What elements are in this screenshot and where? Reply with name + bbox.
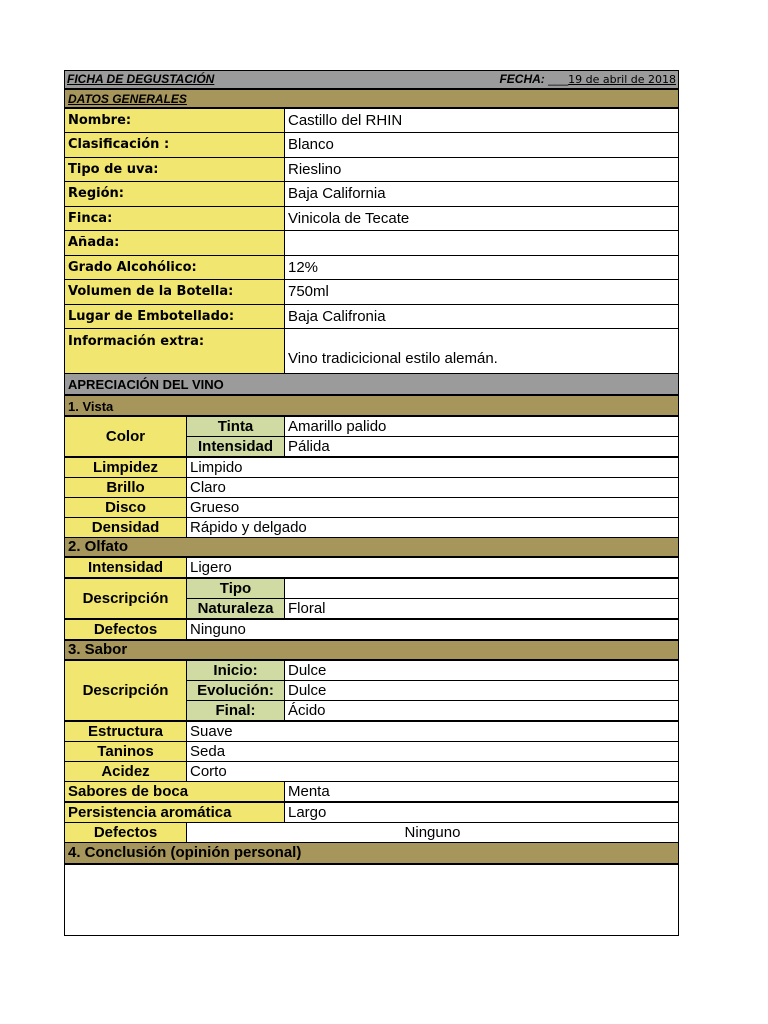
tasting-sheet	[64, 70, 679, 936]
naturaleza-label: Naturaleza	[186, 598, 285, 619]
datos-rows	[64, 108, 679, 373]
persistencia-label: Persistencia aromática	[64, 802, 285, 823]
datos-value-region: Baja California	[284, 181, 679, 207]
sabor-rows	[64, 721, 679, 781]
sabor-label-estructura: Estructura	[64, 721, 187, 742]
fecha-label: FECHA:	[499, 72, 545, 86]
datos-label-grado-alcoholico: Grado Alcohólico:	[64, 255, 285, 280]
olfato-intensidad-label: Intensidad	[64, 557, 187, 578]
evolucion-label: Evolución:	[186, 680, 285, 701]
datos-label-anada: Añada:	[64, 230, 285, 256]
datos-label-volumen-de-la-botella: Volumen de la Botella:	[64, 279, 285, 305]
olfato-intensidad-row	[64, 557, 679, 578]
datos-value-grado-alcoholico: 12%	[284, 255, 679, 280]
datos-row	[64, 230, 679, 255]
olfato-defectos-value: Ninguno	[186, 619, 679, 640]
vista-row	[64, 457, 679, 477]
datos-row	[64, 181, 679, 206]
vista-rows	[64, 457, 679, 537]
vista-section-row	[64, 395, 679, 416]
sabor-row	[64, 741, 679, 761]
olfato-descripcion-block	[64, 578, 679, 619]
conclusion-value[interactable]	[64, 864, 679, 936]
sabor-defectos-value: Ninguno	[186, 822, 679, 843]
fecha-blank: ___	[548, 72, 569, 86]
olfato-section-title: 2. Olfato	[64, 537, 679, 557]
sabor-section-title: 3. Sabor	[64, 640, 679, 660]
color-block	[64, 416, 679, 457]
sabores-label: Sabores de boca	[64, 781, 285, 802]
datos-row	[64, 157, 679, 181]
sabor-value-taninos: Seda	[186, 741, 679, 762]
vista-row	[64, 477, 679, 497]
sabor-descripcion-block	[64, 660, 679, 721]
sabores-row	[64, 781, 679, 802]
datos-value-informacion-extra: Vino tradicicional estilo alemán.	[284, 328, 679, 374]
conclusion-box-row	[64, 864, 679, 936]
vista-row	[64, 497, 679, 517]
olfato-section-row	[64, 537, 679, 557]
intensidad-label: Intensidad	[186, 436, 285, 457]
sabor-label-acidez: Acidez	[64, 761, 187, 782]
sabor-label-taninos: Taninos	[64, 741, 187, 762]
vista-value-densidad: Rápido y delgado	[186, 517, 679, 538]
tinta-label: Tinta	[186, 416, 285, 437]
vista-label-limpidez: Limpidez	[64, 457, 187, 478]
conclusion-section-title: 4. Conclusión (opinión personal)	[64, 842, 679, 864]
datos-value-clasificacion: Blanco	[284, 132, 679, 158]
datos-section-row	[64, 89, 679, 108]
apreciacion-row	[64, 373, 679, 395]
vista-value-disco: Grueso	[186, 497, 679, 518]
final-label: Final:	[186, 700, 285, 721]
inicio-label: Inicio:	[186, 660, 285, 681]
inicio-value: Dulce	[284, 660, 679, 681]
sabores-value: Menta	[284, 781, 679, 802]
datos-label-informacion-extra: Información extra:	[64, 328, 285, 374]
title-row	[64, 70, 679, 89]
datos-label-region: Región:	[64, 181, 285, 207]
olfato-defectos-label: Defectos	[64, 619, 187, 640]
naturaleza-value: Floral	[284, 598, 679, 619]
sabor-section-row	[64, 640, 679, 660]
conclusion-section-row	[64, 842, 679, 864]
sabor-value-estructura: Suave	[186, 721, 679, 742]
vista-label-brillo: Brillo	[64, 477, 187, 498]
datos-label-nombre: Nombre:	[64, 108, 285, 133]
datos-value-tipo-de-uva: Rieslino	[284, 157, 679, 182]
olfato-descripcion-label: Descripción	[64, 578, 187, 619]
vista-label-densidad: Densidad	[64, 517, 187, 538]
vista-label-disco: Disco	[64, 497, 187, 518]
datos-value-volumen-de-la-botella: 750ml	[284, 279, 679, 305]
persistencia-value: Largo	[284, 802, 679, 823]
olfato-defectos-row	[64, 619, 679, 640]
sabor-descripcion-label: Descripción	[64, 660, 187, 721]
evolucion-value: Dulce	[284, 680, 679, 701]
datos-value-nombre: Castillo del RHIN	[284, 108, 679, 133]
sabor-defectos-row	[64, 822, 679, 842]
final-value: Ácido	[284, 700, 679, 721]
sabor-defectos-label: Defectos	[64, 822, 187, 843]
datos-label-finca: Finca:	[64, 206, 285, 231]
vista-row	[64, 517, 679, 537]
datos-row	[64, 304, 679, 328]
datos-value-anada	[284, 230, 679, 256]
sabor-row	[64, 721, 679, 741]
sabor-value-acidez: Corto	[186, 761, 679, 782]
intensidad-value: Pálida	[284, 436, 679, 457]
vista-section-title: 1. Vista	[64, 395, 679, 416]
olfato-intensidad-value: Ligero	[186, 557, 679, 578]
tinta-value: Amarillo palido	[284, 416, 679, 437]
vista-value-limpidez: Limpido	[186, 457, 679, 478]
datos-label-lugar-de-embotellado: Lugar de Embotellado:	[64, 304, 285, 329]
vista-value-brillo: Claro	[186, 477, 679, 498]
datos-row	[64, 255, 679, 279]
datos-row	[64, 279, 679, 304]
tipo-label: Tipo	[186, 578, 285, 599]
persistencia-row	[64, 802, 679, 822]
color-label: Color	[64, 416, 187, 457]
datos-label-tipo-de-uva: Tipo de uva:	[64, 157, 285, 182]
tipo-value	[284, 578, 679, 599]
datos-row	[64, 328, 679, 373]
datos-value-finca: Vinicola de Tecate	[284, 206, 679, 231]
fecha-group	[444, 70, 679, 89]
datos-row	[64, 206, 679, 230]
datos-section-title: DATOS GENERALES	[64, 89, 679, 108]
sheet-title: FICHA DE DEGUSTACIÓN	[67, 72, 215, 86]
datos-label-clasificacion: Clasificación :	[64, 132, 285, 158]
apreciacion-title: APRECIACIÓN DEL VINO	[64, 373, 679, 395]
sabor-row	[64, 761, 679, 781]
datos-value-lugar-de-embotellado: Baja Califronia	[284, 304, 679, 329]
datos-row	[64, 108, 679, 132]
fecha-value: 19 de abril de 2018	[568, 73, 676, 86]
datos-row	[64, 132, 679, 157]
